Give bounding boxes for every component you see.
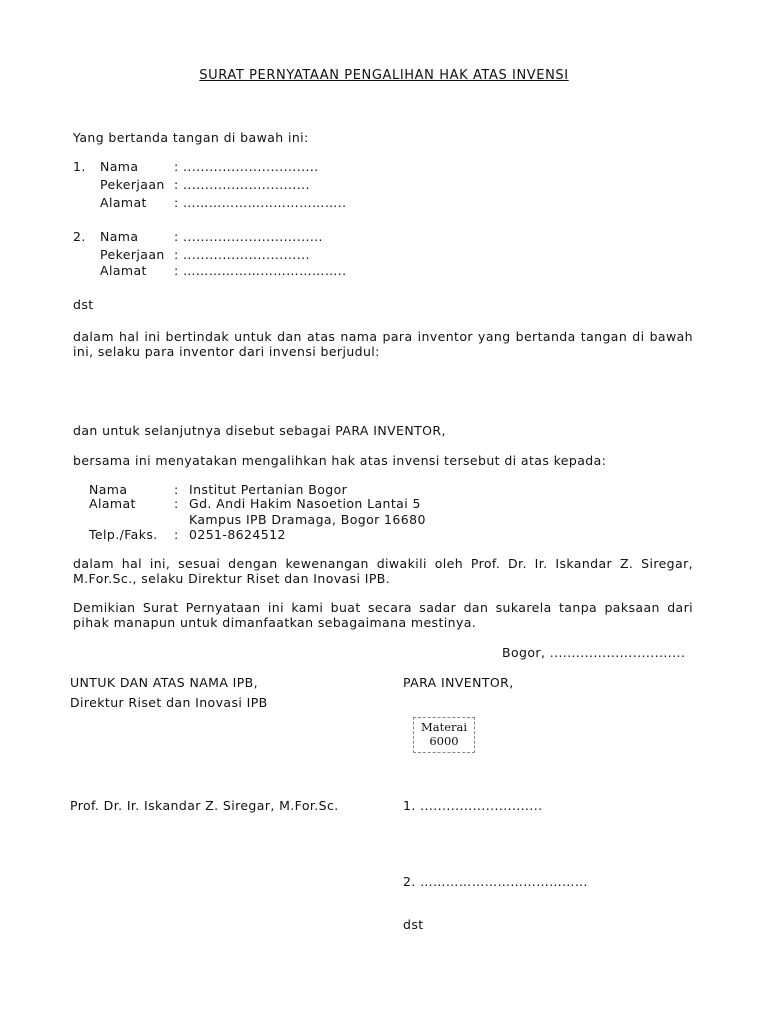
left-sign-position: Direktur Riset dan Inovasi IPB: [70, 695, 268, 710]
alamat-value: : ………………………………..: [174, 263, 347, 278]
intro-text: Yang bertanda tangan di bawah ini:: [73, 130, 309, 145]
inventor-signature-2: 2. …………………………………: [403, 874, 588, 889]
pekerjaan-value: : .............................: [174, 177, 310, 192]
recipient-telp-colon: :: [174, 527, 179, 542]
nama-value: : ................................: [174, 229, 323, 244]
recipient-alamat-value-2: Kampus IPB Dramaga, Bogor 16680: [189, 512, 426, 527]
pekerjaan-label: Pekerjaan: [100, 247, 165, 262]
pekerjaan-label: Pekerjaan: [100, 177, 165, 192]
recipient-alamat-colon: :: [174, 496, 179, 511]
recipient-alamat-value-1: Gd. Andi Hakim Nasoetion Lantai 5: [189, 496, 421, 511]
alamat-label: Alamat: [100, 263, 147, 278]
recipient-nama-value: Institut Pertanian Bogor: [189, 482, 348, 497]
nama-value: : ...............................: [174, 159, 319, 174]
alamat-label: Alamat: [100, 195, 147, 210]
left-sign-name: Prof. Dr. Ir. Iskandar Z. Siregar, M.For.Sc.: [70, 798, 339, 813]
materai-value: 6000: [429, 734, 459, 748]
alamat-value: : ………………………………..: [174, 195, 347, 210]
person-number: 2.: [73, 229, 86, 244]
materai-stamp-box: [413, 717, 475, 753]
recipient-nama-label: Nama: [89, 482, 128, 497]
paragraph-acting-on-behalf: dalam hal ini bertindak untuk dan atas nama para inventor yang bertanda tangan di bawah ini, selaku para inventor dari invensi berjudul:: [73, 329, 693, 359]
dst-text-bottom: dst: [403, 917, 424, 932]
paragraph-representation: dalam hal ini, sesuai dengan kewenangan diwakili oleh Prof. Dr. Ir. Iskandar Z. Siregar, M.For.Sc., selaku Direktur Riset dan Inovasi IPB.: [73, 556, 693, 586]
paragraph-para-inventor: dan untuk selanjutnya disebut sebagai PARA INVENTOR,: [73, 423, 446, 438]
paragraph-transfer: bersama ini menyatakan mengalihkan hak atas invensi tersebut di atas kepada:: [73, 453, 607, 468]
place-date: Bogor, ...............................: [502, 645, 686, 660]
nama-label: Nama: [100, 229, 139, 244]
recipient-telp-value: 0251-8624512: [189, 527, 286, 542]
person-number: 1.: [73, 159, 86, 174]
document-title: SURAT PERNYATAAN PENGALIHAN HAK ATAS INVENSI: [199, 68, 569, 83]
right-sign-heading: PARA INVENTOR,: [403, 675, 514, 690]
pekerjaan-value: : .............................: [174, 247, 310, 262]
recipient-telp-label: Telp./Faks.: [89, 527, 158, 542]
recipient-nama-colon: :: [174, 482, 179, 497]
paragraph-closing: Demikian Surat Pernyataan ini kami buat secara sadar dan sukarela tanpa paksaan dari pihak manapun untuk dimanfaatkan sebagaimana mestinya.: [73, 600, 693, 630]
materai-label: Materai: [420, 720, 468, 734]
left-sign-heading: UNTUK DAN ATAS NAMA IPB,: [70, 675, 259, 690]
recipient-alamat-label: Alamat: [89, 496, 136, 511]
inventor-signature-1: 1. ............................: [403, 798, 543, 813]
dst-text: dst: [73, 297, 94, 312]
nama-label: Nama: [100, 159, 139, 174]
